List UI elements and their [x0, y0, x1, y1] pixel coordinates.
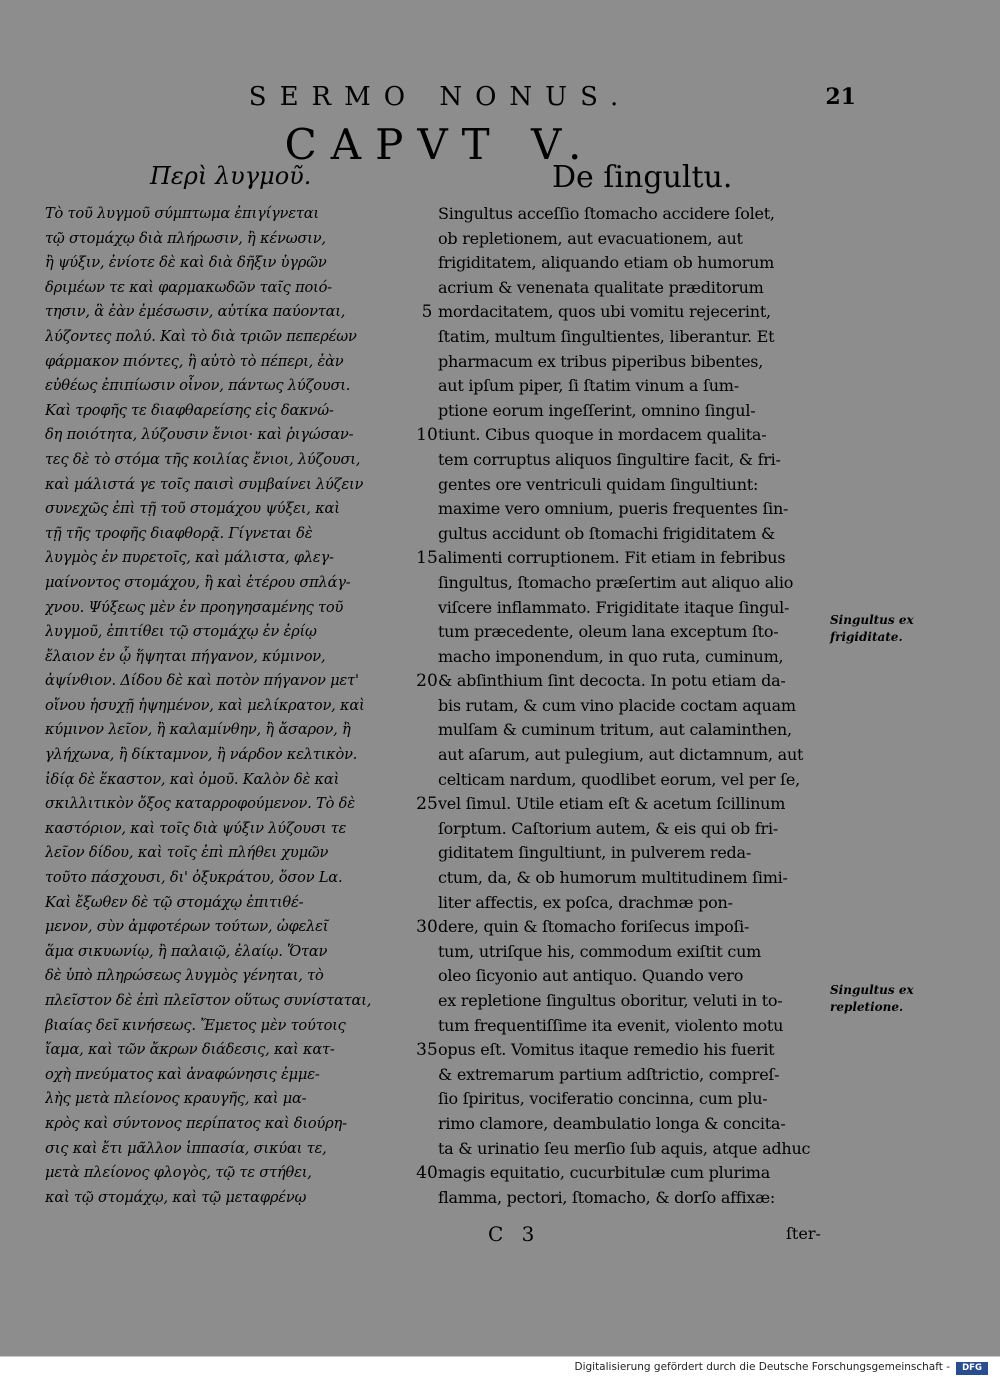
- running-head: SERMO NONUS.: [248, 82, 632, 112]
- latin-text-line: Singultus acceſſio ſtomacho accidere ſolet,: [438, 204, 775, 223]
- margin-note-line: Singultus ex: [830, 613, 914, 627]
- signature-mark: C 3: [488, 1222, 541, 1246]
- greek-text-line: τοῦτο πάσχουσι, δι' ὀξυκράτου, ὅσον Lα.: [45, 869, 343, 887]
- latin-text-line: macho imponendum, in quo ruta, cuminum,: [438, 646, 784, 666]
- greek-text-line: ἀψίνθιον. Δίδου δὲ καὶ ποτὸν πήγανον μετ': [45, 672, 359, 690]
- greek-text-line: ἢ ψύξιν, ἐνίοτε δὲ καὶ διὰ δῆξιν ὑγρῶν: [45, 254, 327, 272]
- latin-text-line: ſtatim, multum ſingultientes, liberantur. Et: [438, 326, 775, 346]
- greek-text-line: λεῖον δίδου, καὶ τοῖς ἐπὶ πλήθει χυμῶν: [45, 844, 329, 862]
- latin-text-line: ſingultus, ſtomacho præſertim aut aliquo alio: [438, 572, 794, 592]
- footer-credit: Digitalisierung gefördert durch die Deutsche Forschungsgemeinschaft -: [574, 1361, 950, 1373]
- greek-text-line: καὶ τῷ στομάχῳ, καὶ τῷ μεταφρένῳ: [45, 1188, 307, 1206]
- greek-text-line: Τὸ τοῦ λυγμοῦ σύμπτωμα ἐπιγίγνεται: [45, 205, 319, 222]
- latin-text-line: ta & urinatio ſeu merſio ſub aquis, atque adhuc: [438, 1138, 811, 1158]
- chapter-title: CAPVT V.: [284, 120, 596, 169]
- greek-text-line: Καὶ ἔξωθεν δὲ τῷ στομάχῳ ἐπιτιθέ-: [45, 893, 304, 911]
- latin-heading: De ſingultu.: [552, 160, 733, 195]
- latin-text-line: & abſinthium ſint decocta. In potu etiam da-: [438, 671, 786, 691]
- latin-text-line: dere, quin & ſtomacho foriſecus impoſi-: [438, 917, 750, 937]
- latin-text-line: viſcere inflammato. Frigiditate itaque ſingul-: [438, 597, 790, 617]
- greek-text-line: γλήχωνα, ἢ δίκταμνον, ἢ νάρδον κελτικὸν.: [45, 746, 358, 764]
- line-number: 10: [416, 425, 438, 446]
- greek-text-column: [45, 202, 427, 1210]
- greek-text-line: βιαίας δεῖ κινήσεως. Ἔμετος μὲν τούτοις: [45, 1016, 346, 1034]
- greek-text-line: λυγμοῦ, ἐπιτίθει τῷ στομάχῳ ἐν ἐρίῳ: [45, 623, 317, 641]
- margin-note-line: Singultus ex: [830, 983, 914, 997]
- line-number: 35: [416, 1040, 438, 1061]
- greek-text-line: μαίνοντος στομάχου, ἢ καὶ ἑτέρου σπλάγ-: [45, 573, 351, 591]
- latin-text-line: rimo clamore, deambulatio longa & concita-: [438, 1113, 786, 1133]
- greek-text-line: μενον, σὺν ἀμφοτέρων τούτων, ὠφελεῖ: [45, 918, 329, 936]
- latin-text-line: ob repletionem, aut evacuationem, aut: [438, 228, 743, 248]
- greek-text-line: ἅμα σικυωνίῳ, ἢ παλαιῷ, ἐλαίῳ. Ὅταν: [45, 942, 328, 960]
- greek-text-line: δη ποιότητα, λύζουσιν ἔνιοι· καὶ ῥιγώσαν-: [45, 426, 354, 444]
- latin-text-line: flamma, pectori, ſtomacho, & dorſo affixæ:: [438, 1187, 776, 1207]
- line-number: 20: [416, 671, 438, 692]
- latin-text-line: mordacitatem, quos ubi vomitu rejecerint,: [438, 302, 771, 322]
- greek-text-line: κύμινον λεῖον, ἢ καλαμίνθην, ἢ ἄσαρον, ἢ: [45, 721, 351, 739]
- greek-text-line: τες δὲ τὸ στόμα τῆς κοιλίας ἔνιοι, λύζουσι,: [45, 450, 361, 468]
- latin-text-line: aut ipſum piper, ſi ſtatim vinum a ſum-: [438, 376, 739, 396]
- margin-note-line: frigiditate.: [830, 630, 903, 644]
- greek-text-line: οχὴ πνεύματος καὶ ἀναφώνησις ἐμμε-: [45, 1065, 320, 1083]
- greek-text-line: ἔλαιον ἐν ᾧ ἥψηται πήγανον, κύμινον,: [45, 647, 326, 665]
- greek-text-line: τησιν, ἃ ἐὰν ἐμέσωσιν, αὐτίκα παύονται,: [45, 303, 346, 321]
- greek-text-line: ἴαμα, καὶ τῶν ἄκρων διάδεσις, καὶ κατ-: [45, 1041, 335, 1059]
- line-number: 15: [416, 548, 438, 569]
- latin-text-line: ex repletione ſingultus oboritur, veluti in to-: [438, 991, 783, 1010]
- latin-text-line: ſio ſpiritus, vociferatio concinna, cum plu-: [438, 1089, 768, 1109]
- greek-text-line: εὐθέως ἐπιπίωσιν οἶνον, πάντως λύζουσι.: [45, 377, 351, 395]
- latin-text-line: frigiditatem, aliquando etiam ob humorum: [438, 253, 775, 273]
- greek-text-line: ἰδίᾳ δὲ ἕκαστον, καὶ ὁμοῦ. Καλὸν δὲ καὶ: [45, 770, 340, 788]
- latin-text-line: aut aſarum, aut pulegium, aut dictamnum, aut: [438, 745, 804, 765]
- latin-text-line: gultus accidunt ob ſtomachi frigiditatem &: [438, 523, 776, 543]
- latin-text-line: bis rutam, & cum vino placide coctam aquam: [438, 695, 796, 715]
- page-number: 21: [825, 84, 856, 110]
- greek-text-line: λύζοντες πολύ. Καὶ τὸ διὰ τριῶν πεπερέων: [45, 327, 357, 345]
- latin-text-line: maxime vero omnium, pueris frequentes ſin-: [438, 499, 789, 519]
- latin-text-line: tem corruptus aliquos ſingultire facit, & fri-: [438, 449, 781, 469]
- greek-text-line: χνου. Ψύξεως μὲν ἐν προηγησαμένης τοῦ: [45, 598, 344, 616]
- greek-text-line: κρὸς καὶ σύντονος περίπατος καὶ διούρη-: [45, 1114, 347, 1132]
- greek-text-line: φάρμακον πιόντες, ἢ αὐτὸ τὸ πέπερι, ἐὰν: [45, 352, 344, 370]
- greek-text-line: λὴς μετὰ πλείονος κραυγῆς, καὶ μα-: [45, 1090, 307, 1108]
- greek-text-line: μετὰ πλείονος φλογὸς, τῷ τε στήθει,: [45, 1164, 312, 1182]
- dfg-logo: DFG: [956, 1362, 988, 1375]
- latin-text-line: vel ſimul. Utile etiam eſt & acetum ſcillinum: [438, 794, 786, 814]
- latin-text-line: oleo ſicyonio aut antiquo. Quando vero: [438, 966, 744, 986]
- line-number: 5: [421, 302, 433, 323]
- greek-text-line: δὲ ὑπὸ πληρώσεως λυγμὸς γένηται, τὸ: [45, 967, 324, 985]
- greek-text-line: καὶ μάλιστά γε τοῖς παισὶ συμβαίνει λύζειν: [45, 475, 364, 493]
- greek-text-line: Καὶ τροφῆς τε διαφθαρείσης εἰς δακνώ-: [45, 401, 334, 419]
- latin-text-line: ptione eorum ingeſſerint, omnino ſingul-: [438, 400, 756, 420]
- line-number: 30: [416, 917, 438, 938]
- latin-text-line: opus eſt. Vomitus itaque remedio his fuerit: [438, 1040, 775, 1060]
- greek-text-line: δριμέων τε καὶ φαρμακωδῶν ταῖς ποιό-: [45, 278, 332, 296]
- greek-text-line: σις καὶ ἔτι μᾶλλον ἱππασία, σικύαι τε,: [45, 1139, 327, 1157]
- line-number: 25: [416, 794, 438, 815]
- latin-text-line: magis equitatio, cucurbitulæ cum plurima: [438, 1163, 770, 1183]
- greek-heading: Περὶ λυγμοῦ.: [150, 162, 312, 190]
- greek-text-line: σκιλλιτικὸν ὄξος καταρροφούμενον. Τὸ δὲ: [45, 795, 355, 813]
- latin-text-line: gentes ore ventriculi quidam ſingultiunt:: [438, 474, 759, 494]
- latin-text-line: tum præcedente, oleum lana exceptum ſto-: [438, 622, 779, 642]
- footer-bar: [0, 1356, 1000, 1379]
- latin-text-line: alimenti corruptionem. Fit etiam in febribus: [438, 548, 786, 568]
- margin-note: [830, 982, 990, 1016]
- latin-text-line: tum frequentiſſime ita evenit, violento motu: [438, 1015, 784, 1035]
- greek-text-line: λυγμὸς ἐν πυρετοῖς, καὶ μάλιστα, φλεγ-: [45, 549, 334, 567]
- latin-text-line: ſorptum. Caſtorium autem, & eis qui ob fri-: [438, 818, 778, 838]
- latin-text-line: acrium & venenata qualitate præditorum: [438, 277, 764, 297]
- greek-text-line: οἴνου ἡσυχῇ ἡψημένον, καὶ μελίκρατον, καὶ: [45, 696, 365, 714]
- latin-text-line: giditatem ſingultiunt, in pulverem reda-: [438, 843, 751, 863]
- greek-text-line: πλεῖστον δὲ ἐπὶ πλεῖστον οὕτως συνίσταται,: [45, 992, 372, 1009]
- greek-text-line: τῷ στομάχῳ διὰ πλήρωσιν, ἢ κένωσιν,: [45, 229, 326, 247]
- latin-text-line: pharmacum ex tribus piperibus bibentes,: [438, 351, 764, 371]
- latin-text-line: celticam nardum, quodlibet eorum, vel per ſe,: [438, 769, 800, 789]
- latin-text-column: [438, 202, 828, 1210]
- latin-text-line: tum, utriſque his, commodum exiſtit cum: [438, 941, 762, 961]
- greek-text-line: καστόριον, καὶ τοῖς διὰ ψύξιν λύζουσι τε: [45, 819, 347, 837]
- latin-text-line: liter affectis, ex poſca, drachmæ pon-: [438, 892, 733, 912]
- latin-text-line: & extremarum partium adſtrictio, compreſ-: [438, 1064, 780, 1084]
- margin-note: [830, 612, 990, 646]
- line-number: 40: [416, 1163, 438, 1184]
- latin-text-line: ctum, da, & ob humorum multitudinem ſimi-: [438, 868, 788, 888]
- latin-text-line: mulſam & cuminum tritum, aut calaminthen,: [438, 720, 792, 740]
- catchword: ſter-: [786, 1224, 821, 1243]
- latin-text-line: tiunt. Cibus quoque in mordacem qualita-: [438, 425, 767, 445]
- greek-text-line: συνεχῶς ἐπὶ τῇ τοῦ στομάχου ψύξει, καὶ: [45, 500, 340, 518]
- greek-text-line: τῇ τῆς τροφῆς διαφθορᾷ. Γίγνεται δὲ: [45, 524, 313, 542]
- margin-note-line: repletione.: [830, 1000, 904, 1014]
